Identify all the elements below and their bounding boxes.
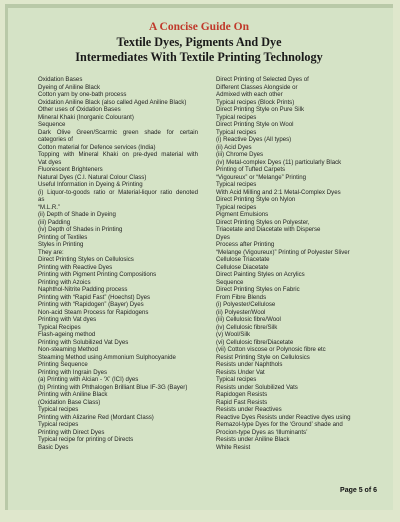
toc-entry: Printing with Aniline Black (38, 391, 108, 398)
toc-entry: Typical recipe for printing of Directs (38, 436, 134, 443)
toc-entry: (i) Reactive Dyes (All types) (216, 136, 292, 143)
toc-entry: Direct Printing Style on Nylon (216, 196, 296, 203)
toc-entry: (i) Polyester/Cellulose (216, 301, 276, 308)
toc-entry: Direct Printing of Selected Dyes of (216, 76, 309, 83)
toc-entry: Typical recipes (216, 376, 257, 383)
toc-entry: Printing with “Rapid Fast” (Hoechst) Dyes (38, 293, 151, 301)
toc-entry: Printing with Reactive Dyes (38, 263, 113, 271)
toc-entry: Naphthol-Nitrite Padding process (38, 286, 128, 293)
toc-entry: Cotton material for Defence services (India) (38, 143, 156, 151)
toc-entry: (b) Printing with Phthalogen Brilliant Blue IF-3G (Bayer) (38, 383, 188, 391)
toc-entry: Process after Printing (216, 241, 275, 248)
toc-entry: Printing with Solubilized Vat Dyes (38, 338, 129, 346)
toc-entry: Printing with Direct Dyes (38, 428, 105, 436)
toc-entry: (iii) Padding (38, 218, 71, 226)
toc-entry: Direct Printing Style on Wool (216, 121, 294, 128)
toc-entry: Rapidogen Resists (216, 391, 268, 398)
toc-entry: Oxidation Bases (38, 76, 83, 83)
toc-entry: Dyes (216, 233, 230, 241)
toc-entry: Other uses of Oxidation Bases (38, 106, 121, 113)
toc-entry: Direct Printing Styles on Polyester, (216, 218, 310, 226)
toc-right-column (216, 76, 381, 451)
toc-entry: Resists under Naphthols (216, 361, 283, 368)
toc-left-column (38, 76, 198, 451)
toc-entry: Direct Printing Styles on Fabric (216, 286, 300, 293)
document-title-line-2: Intermediates With Textile Printing Technology (75, 49, 323, 64)
toc-entry: Typical Recipes (38, 323, 81, 331)
toc-entry: (ii) Depth of Shade in Dyeing (38, 211, 116, 218)
toc-entry: Printing with “Rapidogen” (Bayer) Dyes (38, 301, 144, 308)
toc-entry: Basic Dyes (38, 443, 69, 451)
toc-entry: Oxidation Aniline Black (also called Aged Aniline Black) (38, 98, 187, 106)
toc-entry: White Resist (216, 443, 251, 451)
toc-entry: (ii) Polyester/Wool (216, 308, 266, 316)
toc-entry: Reactive Dyes Resists under Reactive dyes using (216, 413, 351, 421)
page-frame-top (5, 4, 393, 8)
toc-entry: Flash-ageing method (38, 331, 96, 338)
document-title-line-1: Textile Dyes, Pigments And Dye (116, 35, 282, 49)
toc-entry: Different Classes Alongside or (216, 83, 298, 91)
toc-entry: Typical recipes (38, 421, 79, 428)
toc-entry: (vi) Cellulosic fibre/Diacetate (216, 338, 294, 346)
document-header (5, 10, 393, 64)
toc-entry: Typical recipes (Block Prints) (216, 98, 295, 106)
toc-entry: Typical recipes (216, 128, 257, 136)
toc-entry: (v) Wool/Silk (216, 331, 251, 338)
toc-entry: From Fibre Blends (216, 293, 267, 301)
toc-entry: Non-steaming Method (38, 346, 98, 353)
toc-entry: as (38, 196, 45, 203)
page-number: Page 5 of 6 (340, 487, 377, 494)
toc-entry: Steaming Method using Ammonium Sulphocyanide (38, 353, 176, 361)
toc-entry: Fluorescent Brighteners (38, 166, 103, 173)
toc-entry: (iv) Depth of Shades in Printing (38, 226, 123, 233)
toc-entry: Cellulose Triacetate (216, 256, 270, 263)
toc-entry: Printing of Textiles (38, 233, 88, 241)
toc-entry: Resists under Reactives (216, 406, 282, 413)
toc-entry: (iv) Cellulosic fibre/Silk (216, 323, 278, 331)
toc-entry: (ii) Acid Dyes (216, 143, 252, 151)
toc-entry: Printing Sequence (38, 361, 88, 368)
page-frame-left (5, 4, 8, 510)
toc-entry: (iv) Metal-complex Dyes (11) particularly Black (216, 158, 342, 166)
toc-entry: (Oxidation Base Class) (38, 398, 101, 406)
toc-entry: Procion-type Dyes as ‘Illuminants’ (216, 428, 308, 436)
toc-entry: Cotton yarn by one-bath process (38, 91, 127, 98)
toc-entry: (iii) Chrome Dyes (216, 151, 264, 158)
toc-entry: Rapid Fast Resists (216, 398, 268, 406)
toc-entry: Typical recipes (216, 203, 257, 211)
toc-entry: Natural Dyes (C.I. Natural Colour Class) (38, 173, 147, 181)
toc-entry: They are: (38, 248, 64, 256)
toc-entry: Printing with Pigment Printing Compositions (38, 271, 157, 278)
toc-entry: Cellulose Diacetate (216, 263, 269, 271)
toc-entry: Printing with Azoics (38, 278, 91, 286)
toc-entry: Resists Under Vat (216, 368, 265, 376)
toc-entry: Resists under Aniline Black (216, 436, 290, 443)
toc-entry: Typical recipes (216, 181, 257, 188)
toc-entry: Printing with Vat dyes (38, 316, 97, 323)
toc-entry: Sequence (216, 278, 244, 286)
toc-entry: Pigment Emulsions (216, 211, 269, 218)
toc-entry: Remazol-type Dyes for the ‘Ground’ shade and (216, 421, 343, 428)
toc-entry: Mineral Khaki (Inorganic Colourant) (38, 113, 134, 121)
toc-entry: Resist Printing Style on Cellulosics (216, 353, 310, 361)
toc-entry: Direct Painting Styles on Acrylics (216, 271, 305, 278)
document-kicker: A Concise Guide On (148, 21, 249, 33)
toc-entry: categories of (38, 136, 73, 143)
toc-entry: (vii) Cotton viscose or Polynosic fibre etc (216, 346, 326, 353)
toc-entry: “M.L.R.” (38, 203, 61, 211)
toc-entry: (i) Liquor-to-goods ratio or Material-liquor ratio denoted (38, 188, 198, 196)
toc-entry: Useful Information in Dyeing & Printing (38, 181, 143, 188)
toc-entry: (a) Printing with Alcian - ‘X’ (ICI) dyes (38, 376, 139, 383)
toc-entry: Printing with Alizarine Red (Mordant Class) (38, 413, 154, 421)
toc-entry: Printing with Ingrain Dyes (38, 368, 108, 376)
toc-entry: Direct Printing Style on Pure Silk (216, 106, 305, 113)
toc-entry: Sequence (38, 121, 66, 128)
toc-entry: “Melange (Vigoureux)” Printing of Polyester Sliver (216, 248, 350, 256)
toc-entry: Printing of Tufted Carpets (216, 166, 286, 173)
toc-entry: Dyeing of Aniline Black (38, 83, 100, 91)
toc-entry: (iii) Cellulosic fibre/Wool (216, 316, 281, 323)
toc-entry: “Vigoureux” or “Melange” Printing (216, 173, 306, 181)
toc-entry: Styles in Printing (38, 241, 84, 248)
toc-entry: Non-acid Steam Process for Rapidogens (38, 308, 149, 316)
toc-entry: Resists under Solubilized Vats (216, 383, 298, 391)
toc-entry: Dark Olive Green/Scarmic green shade for certain (38, 128, 198, 136)
toc-entry: Typical recipes (216, 113, 257, 121)
toc-entry: With Acid Milling and 2:1 Metal-Complex Dyes (216, 188, 341, 196)
toc-entry: Typical recipes (38, 406, 79, 413)
toc-entry: Topping with Mineral Khaki on pre-dyed material with (38, 151, 198, 158)
document-page (5, 4, 393, 510)
toc-entry: Direct Printing Styles on Cellulosics (38, 256, 134, 263)
toc-entry: Admixed with each other (216, 91, 283, 98)
toc-entry: Triacetate and Diacetate with Disperse (216, 226, 321, 233)
toc-entry: Vat dyes (38, 158, 62, 166)
